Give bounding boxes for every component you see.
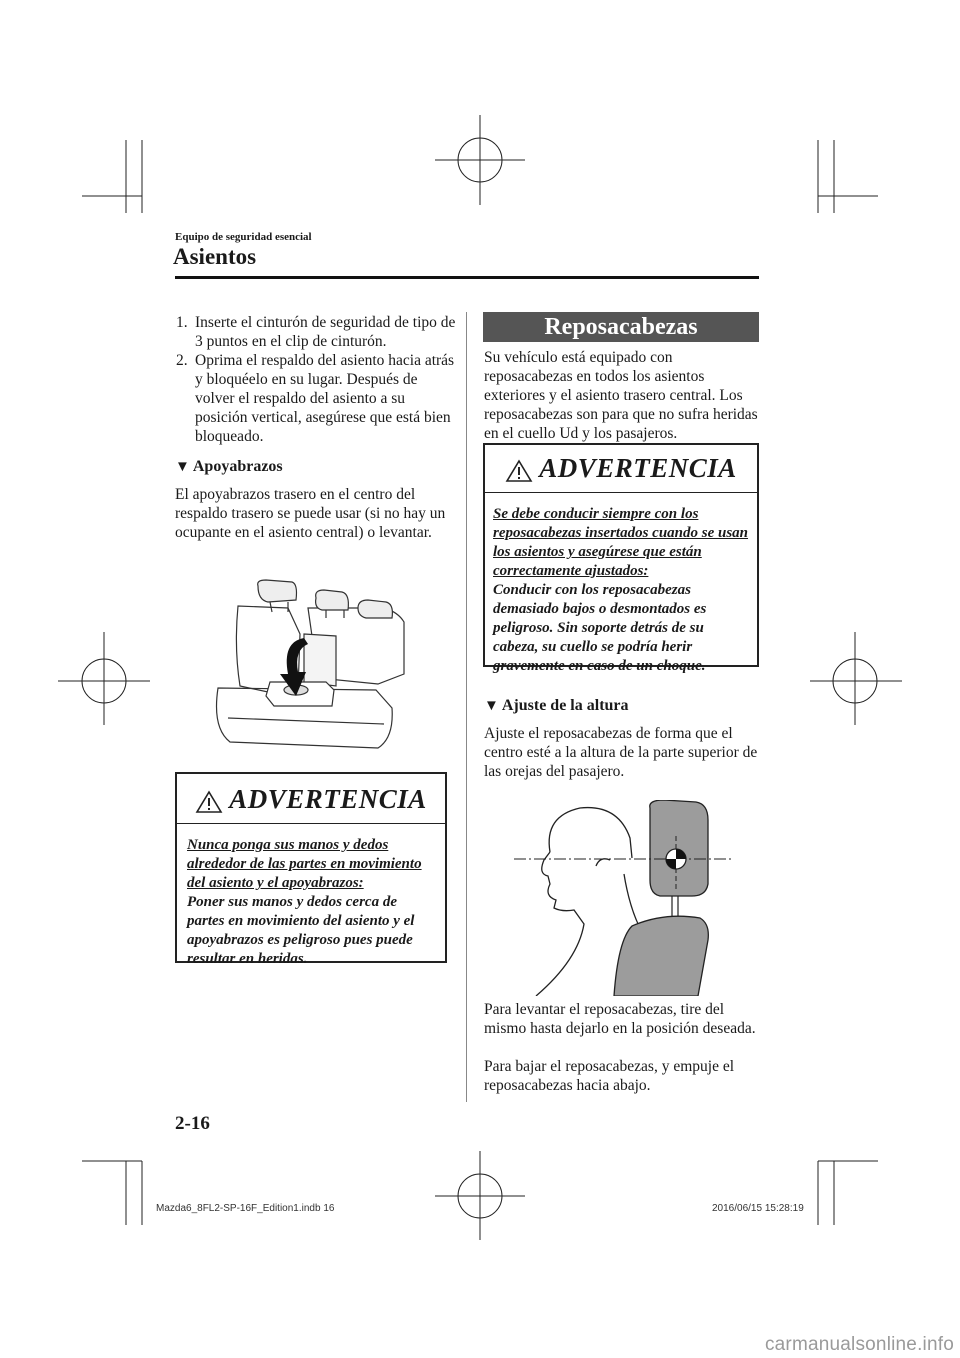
step-item bbox=[176, 351, 456, 446]
section-label: Equipo de seguridad esencial bbox=[175, 231, 312, 243]
page-number: 2-16 bbox=[175, 1113, 210, 1134]
title-rule bbox=[175, 276, 759, 279]
warning-title: ADVERTENCIA bbox=[229, 784, 427, 814]
warning-triangle-icon bbox=[195, 790, 223, 814]
height-adjust-heading bbox=[484, 697, 629, 715]
warning-divider bbox=[177, 823, 445, 824]
armrest-paragraph: El apoyabrazos trasero en el centro del respaldo trasero se puede usar (si no hay un ocupante en el asiento central) o levantar. bbox=[175, 486, 446, 541]
column-divider bbox=[466, 312, 467, 1102]
step-list bbox=[176, 313, 456, 446]
warning-explanation-text: Conducir con los reposacabezas demasiado bajos o desmontados es peligroso. Sin soporte detrás de su cabeza, su cuello se podría herir gravemente en caso de un choque. bbox=[493, 582, 707, 674]
page-title: Asientos bbox=[173, 244, 257, 269]
step-item bbox=[176, 313, 456, 351]
step-text: Inserte el cinturón de seguridad de tipo de 3 puntos en el clip de cinturón. bbox=[195, 314, 456, 350]
watermark: carmanualsonline.info bbox=[764, 1334, 954, 1355]
headrest-warning-box bbox=[483, 443, 759, 674]
headrest-section-banner: Reposacabezas bbox=[483, 312, 759, 342]
height-adjust-paragraph: Ajuste el reposacabezas de forma que el centro esté a la altura de la parte superior de las orejas del pasajero. bbox=[484, 725, 758, 780]
warning-title: ADVERTENCIA bbox=[539, 453, 737, 483]
warning-body bbox=[177, 836, 445, 969]
armrest-warning-box bbox=[175, 772, 447, 967]
headrest-height-illustration bbox=[514, 800, 734, 996]
warning-underlined-text: Nunca ponga sus manos y dedos alrededor de las partes en movimiento del asiento y el apoyabrazos: bbox=[187, 837, 422, 891]
warning-explanation-text: Poner sus manos y dedos cerca de partes en movimiento del asiento y el apoyabrazos es peligroso pues puede resultar en heridas. bbox=[187, 894, 415, 967]
warning-body bbox=[485, 505, 757, 676]
armrest-heading-text: Apoyabrazos bbox=[192, 458, 283, 475]
step-text: Oprima el respaldo del asiento hacia atrás y bloquéelo en su lugar. Después de volver el respaldo del asiento a su posición vertical, asegúrese que está bien bloqueado. bbox=[195, 352, 455, 445]
rear-seat-armrest-illustration bbox=[208, 578, 414, 754]
warning-heading bbox=[485, 453, 757, 483]
warning-triangle-icon bbox=[505, 459, 533, 483]
triangle-bullet-icon: ▼ bbox=[484, 697, 499, 714]
warning-underlined-text: Se debe conducir siempre con los reposacabezas insertados cuando se usan los asientos y asegúrese que están correctamente ajustados: bbox=[493, 506, 749, 579]
armrest-heading bbox=[175, 458, 283, 476]
warning-heading bbox=[177, 784, 445, 814]
step-number: 2. bbox=[176, 352, 188, 369]
height-adjust-heading-text: Ajuste de la altura bbox=[501, 697, 629, 714]
step-number: 1. bbox=[176, 314, 188, 331]
footer-file-name: Mazda6_8FL2-SP-16F_Edition1.indb 16 bbox=[156, 1203, 335, 1214]
triangle-bullet-icon: ▼ bbox=[175, 458, 190, 475]
lower-paragraph: Para bajar el reposacabezas, y empuje el reposacabezas hacia abajo. bbox=[484, 1058, 735, 1094]
footer-timestamp: 2016/06/15 15:28:19 bbox=[712, 1203, 804, 1214]
headrest-intro-paragraph: Su vehículo está equipado con reposacabezas en todos los asientos exteriores y el asiento trasero central. Los reposacabezas son para que no sufra heridas en el cuello Ud y los pasajeros. bbox=[484, 349, 758, 442]
warning-divider bbox=[485, 492, 757, 493]
raise-paragraph: Para levantar el reposacabezas, tire del mismo hasta dejarlo en la posición deseada. bbox=[484, 1001, 756, 1037]
